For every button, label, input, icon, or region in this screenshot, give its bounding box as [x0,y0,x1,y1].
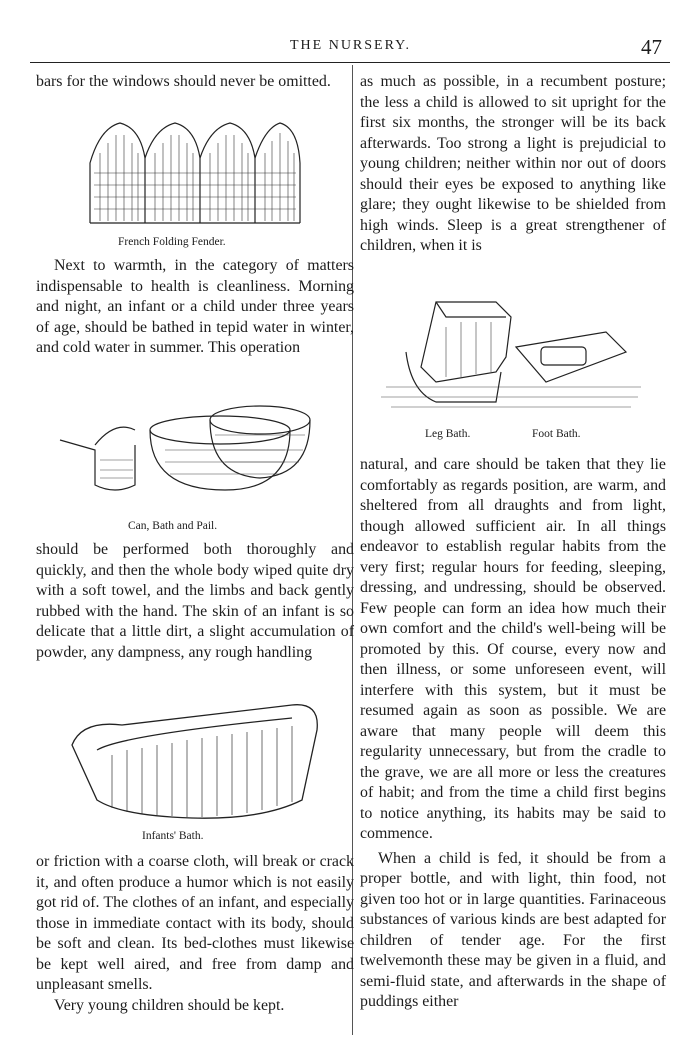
foot-bath-caption: Foot Bath. [532,428,581,440]
paragraph: as much as possible, in a recumbent posture; the less a child is allowed to sit upright for the first six months, the stronger will be its back afterwards. Too strong a light is prejudicial to young children; neither within nor out of doors should their eyes be exposed to anything like glare; they ought likewise to be shielded from high winds. Sleep is a great strengthener of children, when it is [360,73,666,254]
left-text-block-4 [36,852,354,1016]
left-text-block-3 [36,540,354,663]
paragraph: Very young children should be kept. [54,996,285,1014]
infants-bath-caption: Infants' Bath. [142,830,204,842]
paragraph: should be performed both thoroughly and quickly, and then the whole body wiped quite dry with a soft towel, and the limbs and back gently rubbed with the hand. The skin of an infant is so delicate that a little dirt, a slight accumulation of powder, any dampness, any rough handling [36,541,354,661]
header-rule [30,62,670,63]
page-number: 47 [641,35,662,59]
can-bath-pail-caption: Can, Bath and Pail. [128,520,218,532]
paragraph: natural, and care should be taken that they lie comfortably as regards position, are warm, and sheltered from all draughts and from light, though allowed sufficient air. In all things endeavor to establish regular habits from the very first; regular hours for feeding, sleeping, dressing, and undressing, should be observed. Few people can form an idea how much their own comfort and the child's well-being will be promoted by this. Of course, every now and then illness, or some unforeseen event, will interfere with this system, but it must be resumed again as soon as possible. We are aware that many people will deem this regularity unnecessary, but from the cradle to the grave, we are all more or less the creatures of habit; and from the time a child first begins to notice anything, its habits may be said to commence. [360,456,666,842]
left-text-block-2 [36,256,354,359]
paragraph: When a child is fed, it should be from a proper bottle, and with light, thin food, not given too hot or in large quantities. Farinaceous substances of various kinds are best adapted for children of tender age. For the first twelvemonth these may be given in a fluid, and semi-fluid state, and afterwards in the shape of puddings either [360,849,666,1010]
right-text-block-2 [360,455,666,1013]
paragraph: or friction with a coarse cloth, will break or crack it, and often produce a humor which is not easily got rid of. The clothes of an infant, and especially those in immediate contact with its body, should be soft and clean. Its bed-clothes must likewise be kept well aired, and free from damp and unpleasant smells. [36,853,354,993]
paragraph: bars for the windows should never be omitted. [36,73,331,90]
left-text-block-1 [36,72,354,93]
leg-bath-caption: Leg Bath. [425,428,471,440]
fender-caption: French Folding Fender. [118,236,226,248]
paragraph: Next to warmth, in the category of matters indispensable to health is cleanliness. Morning and night, an infant or a child under three years of age, should be bathed in tepid water in winter, and cold water in summer. This operation [36,257,354,356]
leg-foot-bath-illustration [376,292,646,417]
running-head: THE NURSERY. [290,38,411,53]
can-bath-pail-illustration [55,390,325,505]
french-folding-fender-illustration [80,113,310,233]
right-text-block-1 [360,72,666,257]
infants-bath-illustration [62,690,327,825]
